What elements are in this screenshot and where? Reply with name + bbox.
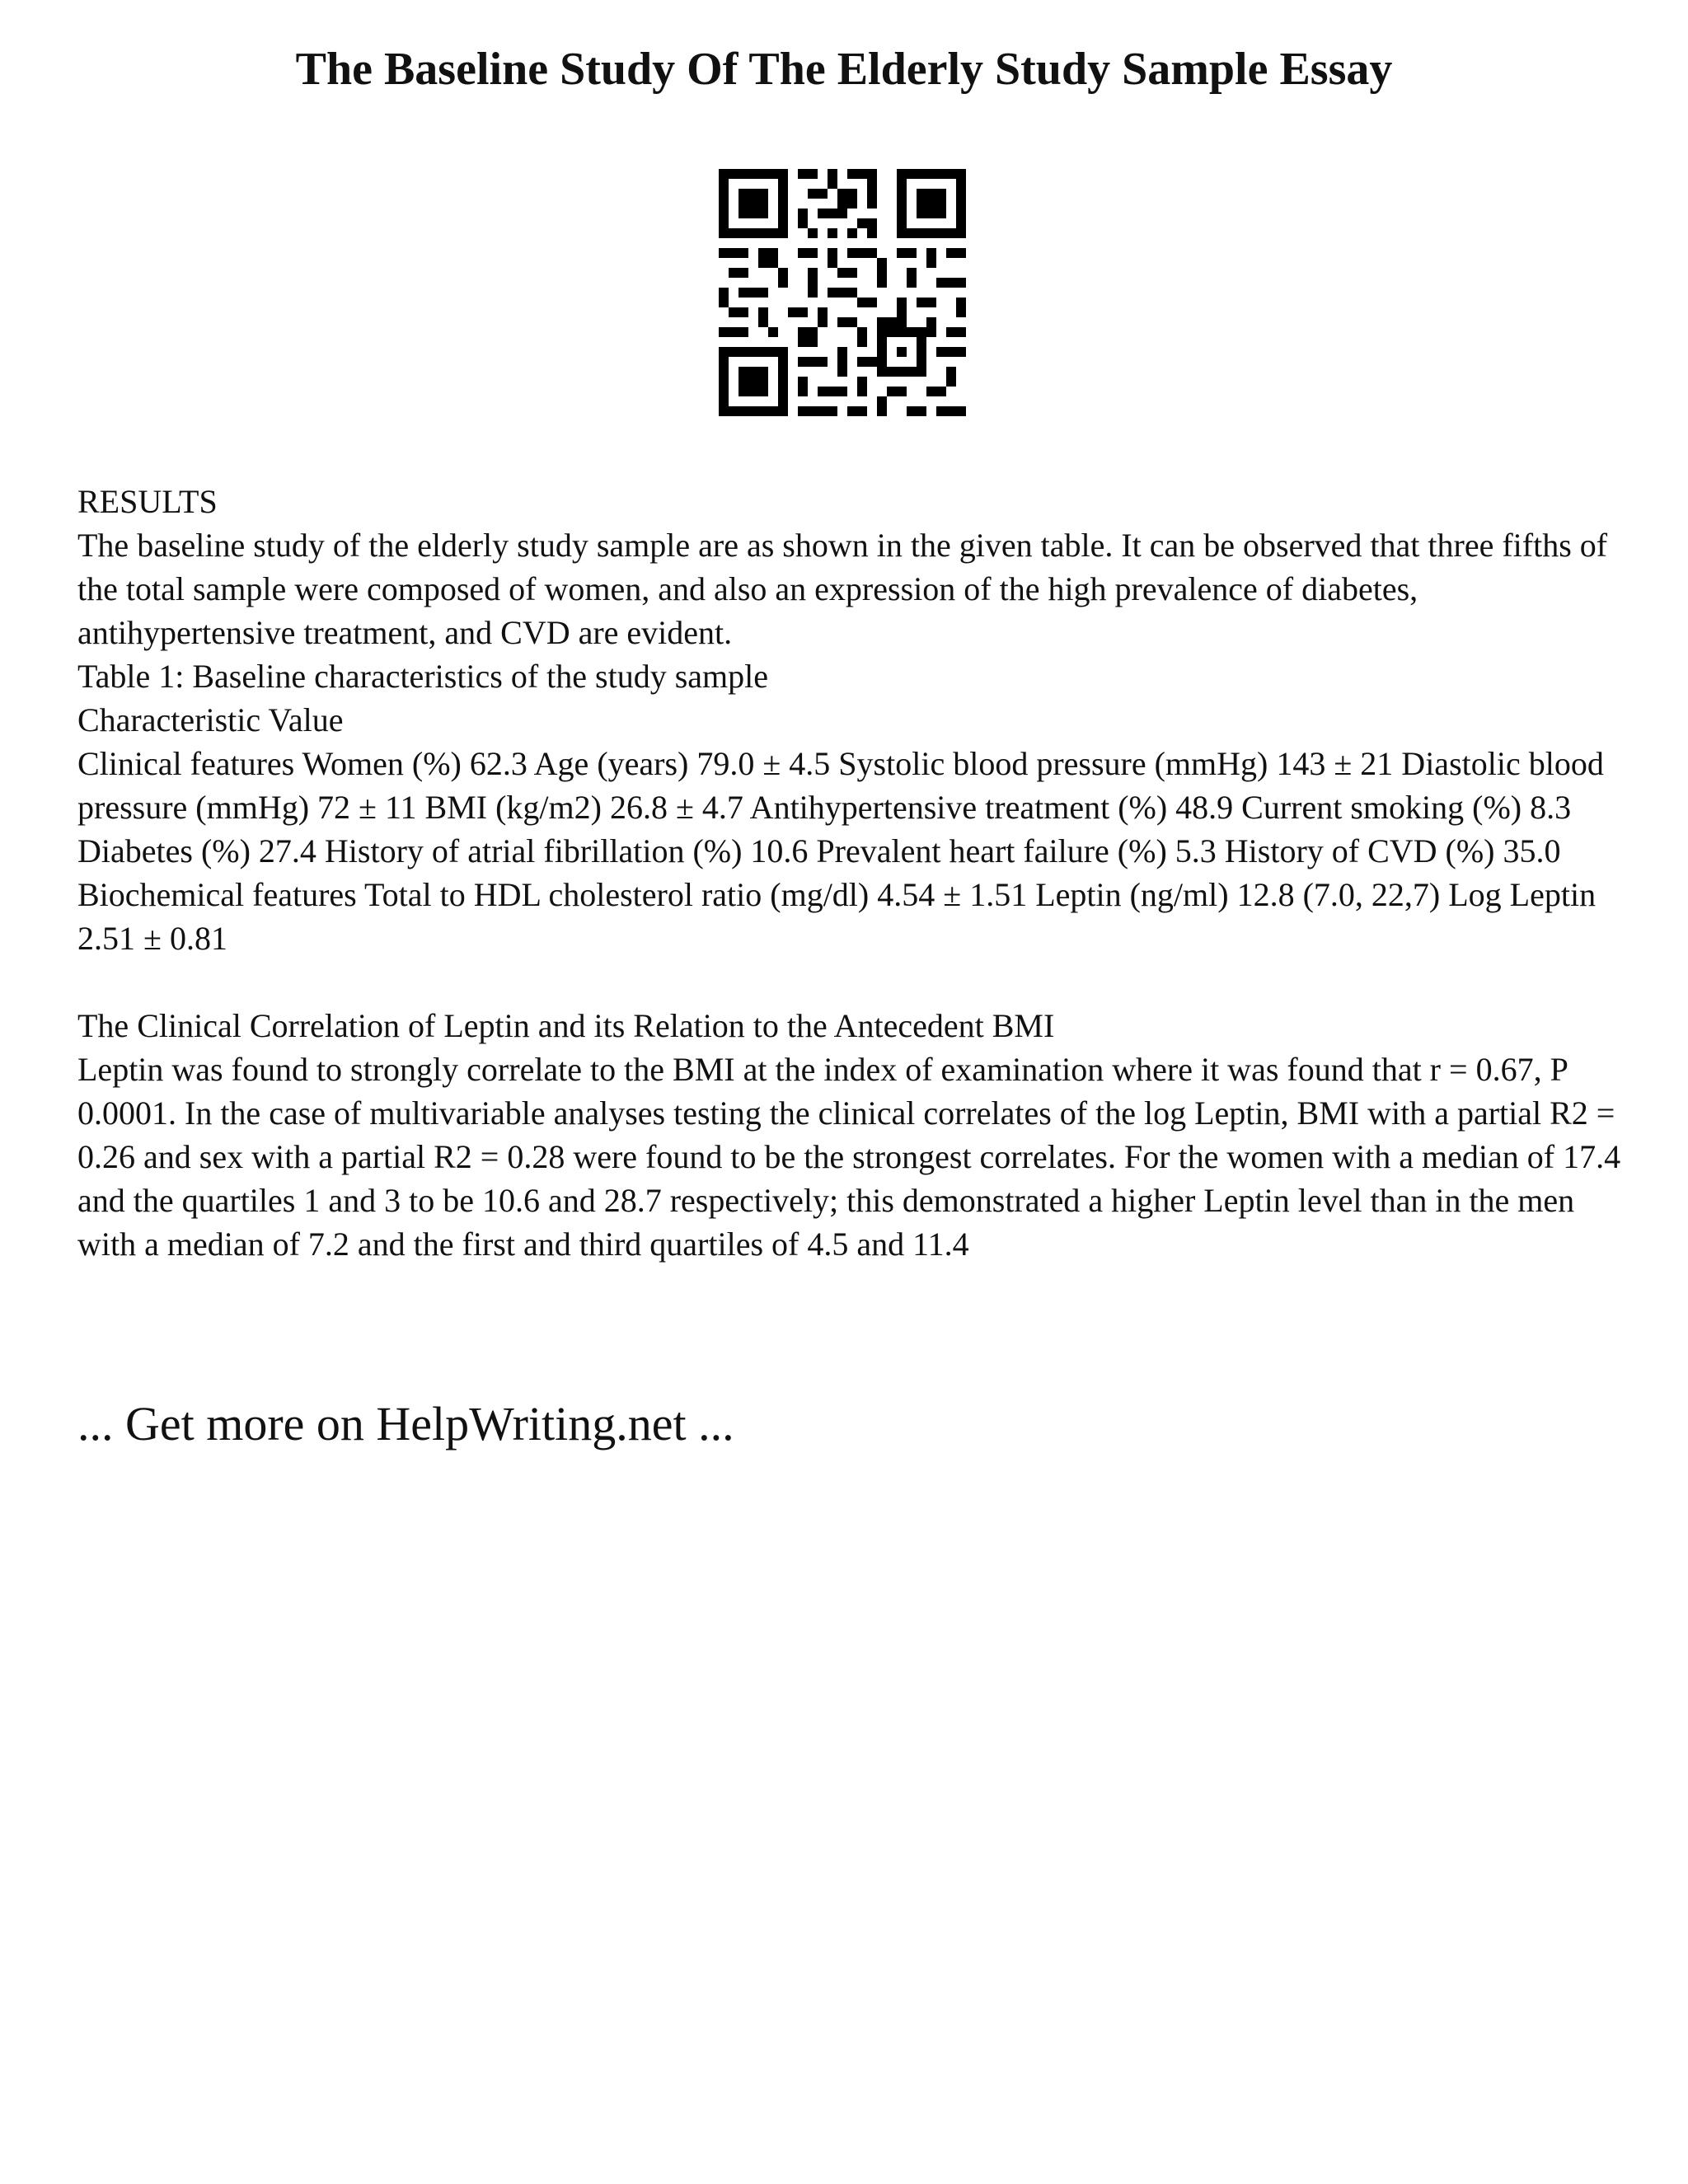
section-heading: RESULTS: [77, 483, 218, 520]
table-biochemical-features: Biochemical features Total to HDL cholesterol ratio (mg/dl) 4.54 ± 1.51 Leptin (ng/ml) 12.8 (7.0, 22,7) Log Leptin 2.51 ± 0.81: [77, 876, 1597, 957]
subsection-heading: The Clinical Correlation of Leptin and its Relation to the Antecedent BMI: [77, 1007, 1055, 1044]
page-title: The Baseline Study Of The Elderly Study Sample Essay: [295, 44, 1393, 95]
correlation-paragraph: Leptin was found to strongly correlate to the BMI at the index of examination where it was found that r = 0.67, P 0.0001. In the case of multivariable analyses testing the clinical correlates of the log Leptin, BMI with a partial R2 = 0.26 and sex with a partial R2 = 0.28 were found to be the strongest correlates. For the women with a median of 17.4 and the quartiles 1 and 3 to be 10.6 and 28.7 respectively; this demonstrated a higher Leptin level than in the men with a median of 7.2 and the first and third quartiles of 4.5 and 11.4: [77, 1051, 1621, 1263]
intro-paragraph: The baseline study of the elderly study sample are as shown in the given table. It can be observed that three fifths of the total sample were composed of women, and also an expression of the high prevalence of diabetes, antihypertensive treatment, and CVD are evident.: [77, 527, 1608, 651]
table-clinical-features: Clinical features Women (%) 62.3 Age (years) 79.0 ± 4.5 Systolic blood pressure (mmHg) 143 ± 21 Diastolic blood pressure (mmHg) 72 ± 11 BMI (kg/m2) 26.8 ± 4.7 Antihypertensive treatment (%) 48.9 Current smoking (%) 8.3 Diabetes (%) 27.4 History of atrial fibrillation (%) 10.6 Prevalent heart failure (%) 5.3 History of CVD (%) 35.0: [77, 745, 1604, 869]
document-body: [77, 480, 1627, 1266]
paragraph-spacer: [77, 960, 1627, 1004]
qr-code-icon: [719, 169, 966, 416]
table-caption: Table 1: Baseline characteristics of the study sample: [77, 658, 769, 695]
table-header: Characteristic Value: [77, 701, 344, 738]
get-more-link[interactable]: ... Get more on HelpWriting.net ...: [77, 1397, 734, 1451]
